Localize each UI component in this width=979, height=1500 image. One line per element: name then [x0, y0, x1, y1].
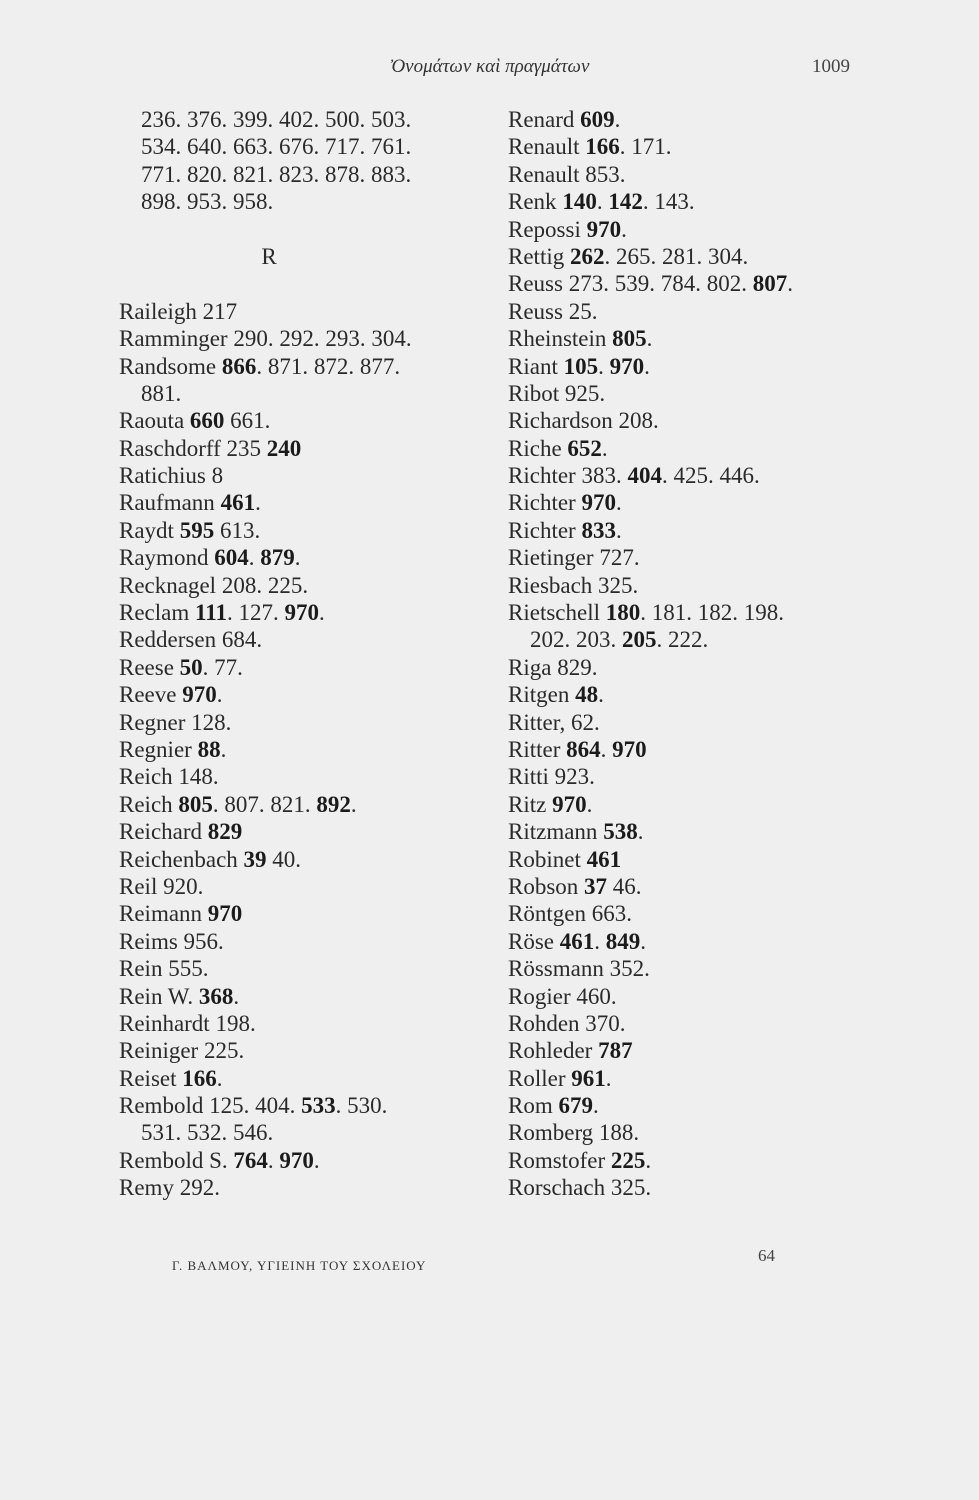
entry-text: Riant	[508, 353, 564, 379]
entry-text: Richter 383.	[508, 463, 628, 489]
bold-page-ref: 970	[284, 600, 319, 626]
entry-text: Robson	[508, 873, 585, 899]
index-column-left	[119, 106, 489, 1202]
entry-text: 881.	[141, 380, 182, 406]
index-entry	[119, 736, 489, 763]
index-entry	[119, 955, 489, 982]
entry-text: Rettig	[508, 243, 570, 269]
entry-text: Reclam	[119, 600, 195, 626]
entry-text: Richter	[508, 490, 582, 516]
entry-text: .	[586, 791, 593, 817]
entry-text: Ribot 925.	[508, 380, 606, 406]
index-entry	[508, 462, 888, 489]
index-entry	[508, 544, 888, 571]
entry-text: . 127.	[226, 600, 285, 626]
running-title: Ὀνομάτων καὶ πραγμάτων	[389, 56, 590, 77]
entry-text: Raydt	[119, 517, 180, 543]
bold-page-ref: 166	[182, 1065, 217, 1091]
bold-page-ref: 461	[586, 846, 622, 872]
bold-page-ref: 879	[260, 545, 295, 571]
bold-page-ref: 404	[627, 463, 662, 489]
bold-page-ref: 604	[214, 545, 249, 571]
entry-text: .	[220, 736, 227, 762]
entry-text: Rietinger 727.	[508, 545, 640, 571]
entry-text: . 871. 872. 877.	[256, 353, 401, 379]
entry-text: Rein W.	[119, 983, 199, 1009]
bold-page-ref: 807	[752, 271, 788, 297]
entry-text: .	[621, 216, 627, 242]
bold-page-ref: 970	[609, 353, 645, 379]
entry-text: .	[267, 1147, 280, 1173]
entry-text: .	[645, 1147, 652, 1173]
index-entry	[119, 791, 489, 818]
index-entry	[508, 736, 888, 763]
entry-text: .	[640, 928, 646, 954]
entry-text: .	[644, 353, 650, 379]
bold-page-ref: 538	[603, 819, 638, 845]
entry-text: Reich 148.	[119, 764, 219, 790]
entry-text: Renk	[508, 189, 563, 215]
index-entry	[119, 1119, 489, 1146]
entry-text: . 222.	[656, 627, 709, 653]
printer-signature: Γ. ΒΑΛΜΟΥ, ΥΓΙΕΙΝΗ ΤΟΥ ΣΧΟΛΕΙΟΥ	[172, 1258, 427, 1273]
entry-text: Raouta	[119, 408, 190, 434]
bold-page-ref: 105	[563, 353, 599, 379]
entry-text: Rietschell	[508, 600, 606, 626]
index-entry	[119, 161, 489, 188]
entry-text: . 143.	[642, 189, 695, 215]
index-entry	[119, 407, 489, 434]
entry-text: Ritzmann	[508, 819, 604, 845]
bold-page-ref: 970	[552, 791, 587, 817]
index-entry	[508, 983, 888, 1010]
entry-text: Romstofer	[508, 1147, 611, 1173]
entry-text: Rorschach 325.	[508, 1175, 652, 1201]
bold-page-ref: 166	[585, 134, 620, 160]
bold-page-ref: 180	[605, 600, 641, 626]
index-entry	[119, 544, 489, 571]
bold-page-ref: 205	[622, 627, 657, 653]
entry-text: Riesbach 325.	[508, 572, 639, 598]
index-entry	[119, 462, 489, 489]
index-entry	[508, 763, 888, 790]
bold-page-ref: 660	[189, 408, 225, 434]
index-entry	[508, 298, 888, 325]
entry-text: 46.	[607, 873, 642, 899]
entry-text: Rom	[508, 1093, 559, 1119]
sheet-number: 64	[758, 1246, 775, 1265]
entry-text: Ramminger 290. 292. 293. 304.	[119, 326, 412, 352]
index-entry	[508, 900, 888, 927]
entry-text: Riche	[508, 435, 568, 461]
entry-text: Rheinstein	[508, 326, 613, 352]
bold-page-ref: 805	[178, 791, 213, 817]
bold-page-ref: 970	[581, 490, 616, 516]
bold-page-ref: 140	[562, 189, 597, 215]
entry-text: Reeve	[119, 682, 183, 708]
entry-text: . 425. 446.	[661, 463, 760, 489]
index-entry	[508, 791, 888, 818]
index-entry	[508, 106, 888, 133]
index-entry	[508, 380, 888, 407]
entry-text: 202. 203.	[530, 627, 622, 653]
index-entry	[508, 1010, 888, 1037]
index-entry	[508, 873, 888, 900]
entry-text: .	[601, 435, 608, 461]
entry-text: Richardson 208.	[508, 408, 659, 434]
index-entry	[508, 681, 888, 708]
index-entry	[119, 380, 489, 407]
entry-text: Roller	[508, 1065, 572, 1091]
index-entry	[508, 599, 888, 626]
index-entry	[508, 1037, 888, 1064]
index-entry	[119, 763, 489, 790]
entry-text: .	[615, 490, 622, 516]
entry-text: Renault 853.	[508, 161, 626, 187]
bold-page-ref: 37	[584, 873, 608, 899]
entry-text: Ritgen	[508, 682, 576, 708]
entry-text: .	[318, 600, 325, 626]
entry-text: 531. 532. 546.	[141, 1120, 274, 1146]
bold-page-ref: 533	[301, 1093, 336, 1119]
index-entry	[119, 1174, 489, 1201]
index-entry	[508, 435, 888, 462]
index-entry	[119, 599, 489, 626]
blank-line	[119, 216, 489, 243]
bold-page-ref: 970	[207, 901, 243, 927]
bold-page-ref: 111	[195, 600, 227, 626]
bold-page-ref: 833	[581, 517, 616, 543]
index-entry	[119, 188, 489, 215]
entry-text: Reiniger 225.	[119, 1038, 245, 1064]
entry-text: .	[787, 271, 793, 297]
entry-text: Rembold S.	[119, 1147, 234, 1173]
bold-page-ref: 368	[198, 983, 234, 1009]
entry-text: Raufmann	[119, 490, 221, 516]
section-letter	[119, 243, 489, 270]
entry-text: Reinhardt 198.	[119, 1010, 256, 1036]
index-entry	[119, 489, 489, 516]
entry-text: 613.	[214, 517, 261, 543]
entry-text: Romberg 188.	[508, 1120, 640, 1146]
entry-text: .	[255, 490, 261, 516]
bold-page-ref: 866	[221, 353, 257, 379]
entry-text: .	[233, 983, 240, 1009]
entry-text: Repossi	[508, 216, 587, 242]
bold-page-ref: 970	[586, 216, 622, 242]
entry-text: Ritz	[508, 791, 553, 817]
entry-text: .	[216, 682, 223, 708]
index-entry	[119, 517, 489, 544]
index-entry	[508, 626, 888, 653]
index-entry	[508, 489, 888, 516]
entry-text: Rembold 125. 404.	[119, 1093, 302, 1119]
bold-page-ref: 225	[610, 1147, 646, 1173]
entry-text: Röse	[508, 928, 560, 954]
entry-text: Reiset	[119, 1065, 183, 1091]
index-entry	[508, 928, 888, 955]
index-entry	[508, 188, 888, 215]
entry-text: Reddersen 684.	[119, 627, 263, 653]
entry-text: . 807. 821.	[212, 791, 317, 817]
index-entry	[119, 654, 489, 681]
entry-text: .	[614, 107, 621, 132]
bold-page-ref: 39	[243, 846, 267, 872]
bold-page-ref: 652	[567, 435, 602, 461]
bold-page-ref: 609	[580, 107, 615, 132]
bold-page-ref: 892	[316, 791, 351, 817]
bold-page-ref: 461	[220, 490, 256, 516]
entry-text: .	[596, 189, 609, 215]
bold-page-ref: 970	[182, 682, 217, 708]
entry-text: Reich	[119, 791, 179, 817]
entry-text: R	[261, 243, 277, 269]
index-entry	[119, 106, 489, 133]
entry-text: .	[294, 545, 301, 571]
index-entry	[508, 517, 888, 544]
entry-text: Renard	[508, 107, 581, 132]
index-entry	[508, 709, 888, 736]
entry-text: Reuss 273. 539. 784. 802.	[508, 271, 753, 297]
index-entry	[119, 1037, 489, 1064]
index-entry	[119, 1147, 489, 1174]
index-entry	[508, 161, 888, 188]
index-entry	[119, 1092, 489, 1119]
index-entry	[508, 325, 888, 352]
bold-page-ref: 864	[566, 736, 601, 762]
entry-text: 898. 953. 958.	[141, 189, 274, 215]
entry-text: Rohden 370.	[508, 1010, 626, 1036]
index-entry	[119, 900, 489, 927]
bold-page-ref: 240	[266, 435, 302, 461]
entry-text: Robinet	[508, 846, 587, 872]
blank-line	[119, 270, 489, 297]
entry-text: Remy 292.	[119, 1175, 220, 1201]
bold-page-ref: 970	[612, 736, 647, 762]
entry-text: .	[594, 928, 606, 954]
index-entry	[508, 1147, 888, 1174]
entry-text: Ritter	[508, 736, 567, 762]
entry-text: Rohleder	[508, 1038, 599, 1064]
bold-page-ref: 787	[598, 1038, 633, 1064]
index-entry	[508, 407, 888, 434]
entry-text: . 77.	[202, 654, 243, 680]
bold-page-ref: 461	[559, 928, 595, 954]
index-entry	[119, 928, 489, 955]
index-entry	[119, 1010, 489, 1037]
index-entry	[508, 955, 888, 982]
index-entry	[508, 1174, 888, 1201]
entry-text: Raschdorff 235	[119, 435, 267, 461]
index-entry	[508, 353, 888, 380]
entry-text: Recknagel 208. 225.	[119, 572, 309, 598]
index-entry	[508, 1119, 888, 1146]
bold-page-ref: 849	[605, 928, 641, 954]
entry-text: Reichard	[119, 819, 208, 845]
index-entry	[119, 873, 489, 900]
entry-text: Röntgen 663.	[508, 901, 632, 927]
bold-page-ref: 48	[575, 682, 599, 708]
entry-text: .	[637, 819, 644, 845]
entry-text: 236. 376. 399. 402. 500. 503.	[141, 107, 412, 132]
entry-text: Reims 956.	[119, 928, 224, 954]
entry-text: Rein 555.	[119, 956, 209, 982]
index-entry	[119, 818, 489, 845]
index-entry	[508, 1092, 888, 1119]
entry-text: .	[592, 1093, 599, 1119]
entry-text: Richter	[508, 517, 582, 543]
index-entry	[119, 133, 489, 160]
entry-text: Renault	[508, 134, 586, 160]
bold-page-ref: 262	[569, 243, 605, 269]
entry-text: Reuss 25.	[508, 298, 598, 324]
entry-text: Reichenbach	[119, 846, 244, 872]
entry-text: . 265. 281. 304.	[604, 243, 749, 269]
index-entry	[119, 626, 489, 653]
page-number: 1009	[812, 56, 850, 77]
entry-text: 661.	[224, 408, 271, 434]
entry-text: . 530.	[335, 1093, 388, 1119]
entry-text: .	[248, 545, 261, 571]
index-entry	[508, 243, 888, 270]
entry-text: Rössmann 352.	[508, 956, 650, 982]
index-entry	[508, 270, 888, 297]
entry-text: Ritter, 62.	[508, 709, 600, 735]
entry-text: .	[605, 1065, 612, 1091]
entry-text: 771. 820. 821. 823. 878. 883.	[141, 161, 412, 187]
entry-text: .	[313, 1147, 320, 1173]
entry-text: Reimann	[119, 901, 208, 927]
entry-text: .	[598, 682, 604, 708]
entry-text: Regnier	[119, 736, 198, 762]
entry-text: Rogier 460.	[508, 983, 617, 1009]
entry-text: . 171.	[619, 134, 672, 160]
entry-text: Riga 829.	[508, 654, 598, 680]
entry-text: Reese	[119, 654, 180, 680]
entry-text: .	[615, 517, 622, 543]
bold-page-ref: 961	[571, 1065, 606, 1091]
index-entry	[119, 983, 489, 1010]
index-entry	[119, 298, 489, 325]
bold-page-ref: 142	[608, 189, 643, 215]
entry-text: Raymond	[119, 545, 215, 571]
index-entry	[508, 1065, 888, 1092]
entry-text: Regner 128.	[119, 709, 232, 735]
index-entry	[508, 572, 888, 599]
bold-page-ref: 805	[612, 326, 647, 352]
index-entry	[119, 709, 489, 736]
entry-text: .	[216, 1065, 223, 1091]
entry-text: Raileigh 217	[119, 298, 238, 324]
entry-text: 534. 640. 663. 676. 717. 761.	[141, 134, 412, 160]
bold-page-ref: 679	[558, 1093, 593, 1119]
index-column-right	[508, 106, 888, 1202]
entry-text: Ritti 923.	[508, 764, 595, 790]
entry-text: Ratichius 8	[119, 463, 224, 489]
bold-page-ref: 595	[179, 517, 215, 543]
bold-page-ref: 50	[179, 654, 203, 680]
index-entry	[119, 353, 489, 380]
entry-text: .	[598, 353, 610, 379]
entry-text: 40.	[266, 846, 302, 872]
entry-text: .	[350, 791, 357, 817]
bold-page-ref: 764	[233, 1147, 268, 1173]
index-entry	[119, 325, 489, 352]
index-entry	[508, 654, 888, 681]
entry-text: . 181. 182. 198.	[640, 600, 784, 626]
index-entry	[119, 572, 489, 599]
entry-text: .	[600, 736, 613, 762]
bold-page-ref: 88	[197, 736, 221, 762]
index-entry	[119, 435, 489, 462]
entry-text: Randsome	[119, 353, 222, 379]
bold-page-ref: 829	[207, 819, 243, 845]
index-entry	[508, 216, 888, 243]
index-entry	[508, 818, 888, 845]
index-entry	[119, 846, 489, 873]
index-entry	[119, 681, 489, 708]
bold-page-ref: 970	[279, 1147, 314, 1173]
index-entry	[508, 846, 888, 873]
entry-text: .	[646, 326, 653, 352]
index-entry	[508, 133, 888, 160]
index-entry	[119, 1065, 489, 1092]
entry-text: Reil 920.	[119, 873, 204, 899]
